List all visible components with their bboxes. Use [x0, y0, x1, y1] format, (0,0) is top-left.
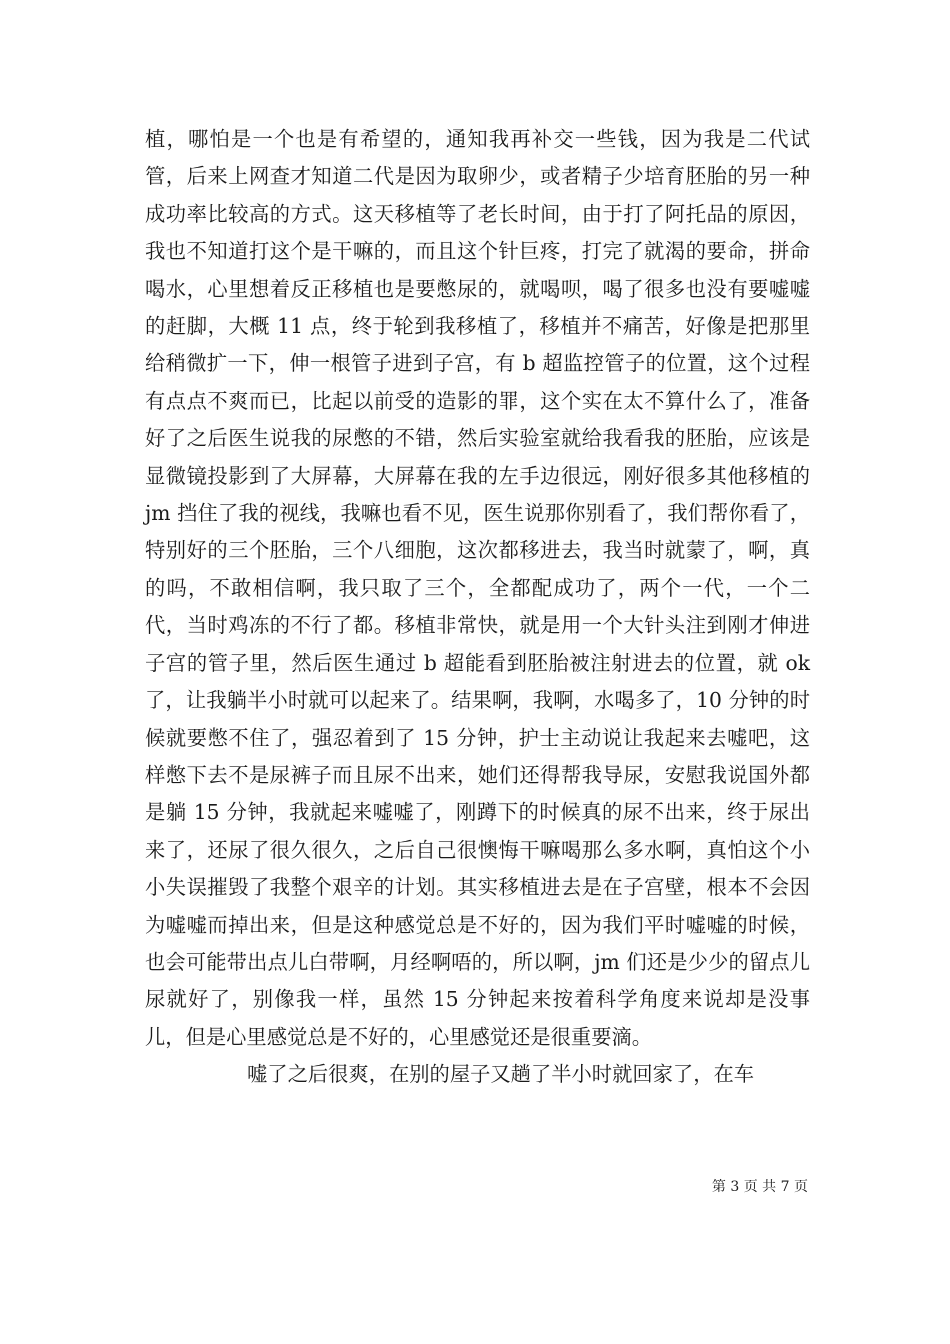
- paragraph-1: 植，哪怕是一个也是有希望的，通知我再补交一些钱，因为我是二代试管，后来上网查才知道二代是因为取卵少，或者精子少培育胚胎的另一种成功率比较高的方式。这天移植等了老长时间，由于打了阿托品的原因，我也不知道打这个是干嘛的，而且这个针巨疼，打完了就渴的要命，拼命喝水，心里想着反正移植也是要憋尿的，就喝呗，喝了很多也没有要嘘嘘的赶脚，大概 11 点，终于轮到我移植了，移植并不痛苦，好像是把那里给稍微扩一下，伸一根管子进到子宫，有 b 超监控管子的位置，这个过程有点点不爽而已，比起以前受的造影的罪，这个实在太不算什么了，准备好了之后医生说我的尿憋的不错，然后实验室就给我看我的胚胎，应该是显微镜投影到了大屏幕，大屏幕在我的左手边很远，刚好很多其他移植的 jm 挡住了我的视线，我嘛也看不见，医生说那你别看了，我们帮你看了，特别好的三个胚胎，三个八细胞，这次都移进去，我当时就蒙了，啊，真的吗，不敢相信啊，我只取了三个，全都配成功了，两个一代，一个二代，当时鸡冻的不行了都。移植非常快，就是用一个大针头注到刚才伸进子宫的管子里，然后医生通过 b 超能看到胚胎被注射进去的位置，就 ok 了，让我躺半小时就可以起来了。结果啊，我啊，水喝多了，10 分钟的时候就要憋不住了，强忍着到了 15 分钟，护士主动说让我起来去嘘吧，这样憋下去不是尿裤子而且尿不出来，她们还得帮我导尿，安慰我说国外都是躺 15 分钟，我就起来嘘嘘了，刚蹲下的时候真的尿不出来，终于尿出来了，还尿了很久很久，之后自己很懊悔干嘛喝那么多水啊，真怕这个小小失误摧毁了我整个艰辛的计划。其实移植进去是在子宫壁，根本不会因为嘘嘘而掉出来，但是这种感觉总是不好的，因为我们平时嘘嘘的时候，也会可能带出点儿白带啊，月经啊唔的，所以啊，jm 们还是少少的留点儿尿就好了，别像我一样，虽然 15 分钟起来按着科学角度来说却是没事儿，但是心里感觉总是不好的，心里感觉还是很重要滴。: [145, 127, 817, 1049]
- paragraph-2: 嘘了之后很爽，在别的屋子又趟了半小时就回家了，在车: [247, 1062, 755, 1087]
- page-footer: 第 3 页 共 7 页: [711, 1179, 808, 1195]
- body-text: [145, 121, 817, 1094]
